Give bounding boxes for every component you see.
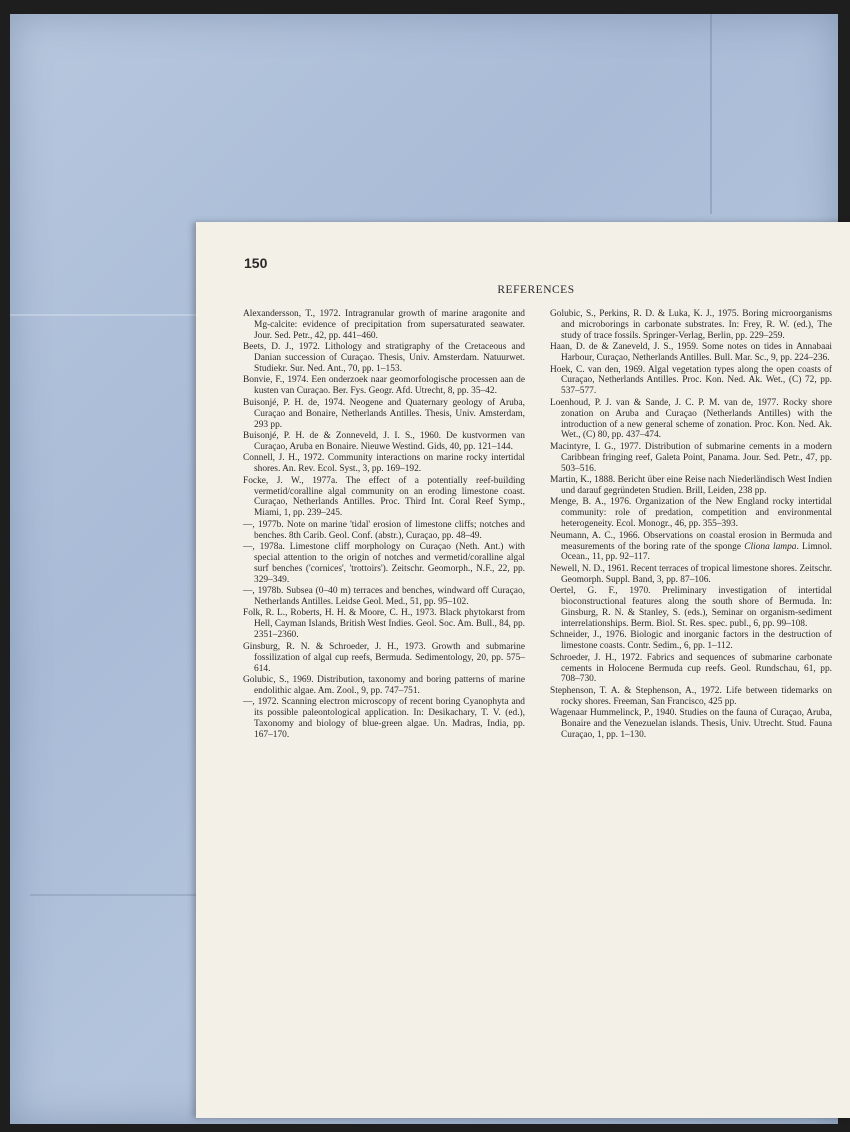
reference-text: . Limnol. Ocean., 11, pp. 92–117. bbox=[561, 541, 832, 563]
reference-entry: Alexandersson, T., 1972. Intragranular growth of marine aragonite and Mg-calcite: evidence of precipitation from supersaturated seawater. Jour. Sed. Petr., 42, pp. 441–460. bbox=[243, 309, 525, 341]
reference-entry: Golubic, S., Perkins, R. D. & Luka, K. J., 1975. Boring microorganisms and microborings in carbonate substrates. In: Frey, R. W. (ed.), The study of trace fossils. Springer-Verlag, Berlin, pp. 229–259. bbox=[550, 309, 832, 341]
envelope-crease bbox=[30, 894, 200, 896]
references-column-left bbox=[243, 309, 525, 741]
reference-entry: Wagenaar Hummelinck, P., 1940. Studies on the fauna of Curaçao, Aruba, Bonaire and the Venezuelan islands. Thesis, Univ. Utrecht. Stud. Fauna Curaçao, 1, pp. 1–130. bbox=[550, 708, 832, 740]
reference-entry: —, 1978a. Limestone cliff morphology on Curaçao (Neth. Ant.) with special attention to the origin of notches and vermetid/coralline algal surf benches ('cornices', 'trottoirs'). Zeitschr. Geomorph., N.F., 22, pp. 329–349. bbox=[243, 542, 525, 585]
envelope-crease bbox=[10, 314, 200, 316]
reference-entry: Schneider, J., 1976. Biologic and inorganic factors in the destruction of limestone coasts. Contr. Sedim., 6, pp. 1–112. bbox=[550, 630, 832, 652]
reference-entry: —, 1978b. Subsea (0–40 m) terraces and benches, windward off Curaçao, Netherlands Antilles. Leidse Geol. Med., 51, pp. 95–102. bbox=[243, 586, 525, 608]
reference-entry: Buisonjé, P. H. de, 1974. Neogene and Quaternary geology of Aruba, Curaçao and Bonaire, Netherlands Antilles. Thesis, Univ. Amsterdam, 293 pp. bbox=[243, 397, 525, 430]
envelope-crease bbox=[710, 14, 712, 214]
references-column-right bbox=[550, 309, 832, 741]
reference-entry bbox=[550, 531, 832, 564]
reference-entry: Macintyre, I. G., 1977. Distribution of submarine cements in a modern Caribbean fringing reef, Galeta Point, Panama. Jour. Sed. Petr., 47, pp. 503–516. bbox=[550, 441, 832, 474]
reference-entry: —, 1977b. Note on marine 'tidal' erosion of limestone cliffs; notches and benches. 8th Carib. Geol. Conf. (abstr.), Curaçao, pp. 48–49. bbox=[243, 519, 525, 541]
reference-entry: Hoek, C. van den, 1969. Algal vegetation types along the open coasts of Curaçao, Netherlands Antilles. Proc. Kon. Ned. Ak. Wet., (C) 72, pp. 537–577. bbox=[550, 364, 832, 397]
page-number: 150 bbox=[244, 255, 268, 271]
reference-entry: Focke, J. W., 1977a. The effect of a potentially reef-building vermetid/coralline algal community on an eroding limestone coast. Curaçao, Netherlands Antilles. Proc. Third Int. Coral Reef Symp., Miami, 1, pp. 239–245. bbox=[243, 475, 525, 519]
reference-entry: Stephenson, T. A. & Stephenson, A., 1972. Life between tidemarks on rocky shores. Freeman, San Francisco, 425 pp. bbox=[550, 685, 832, 707]
reference-text: Neumann, A. C., 1966. Observations on coastal erosion in Bermuda and measurements of the boring rate of the sponge bbox=[550, 530, 832, 552]
reference-entry: Martin, K., 1888. Bericht über eine Reise nach Niederländisch West Indien und darauf gegründeten Studien. Brill, Leiden, 238 pp. bbox=[550, 475, 832, 496]
reference-entry: —, 1972. Scanning electron microscopy of recent boring Cyanophyta and its possible paleontological application. In: Desikachary, T. V. (ed.), Taxonomy and biology of blue-green algae. Un. Madras, India, pp. 167–170. bbox=[243, 697, 525, 740]
reference-entry: Golubic, S., 1969. Distribution, taxonomy and boring patterns of marine endolithic algae. Am. Zool., 9, pp. 747–751. bbox=[243, 674, 525, 696]
references-heading: REFERENCES bbox=[497, 284, 575, 296]
reference-entry: Ginsburg, R. N. & Schroeder, J. H., 1973. Growth and submarine fossilization of algal cup reefs, Bermuda. Sedimentology, 20, pp. 575–614. bbox=[243, 641, 525, 674]
reference-entry: Beets, D. J., 1972. Lithology and stratigraphy of the Cretaceous and Danian succession of Curaçao. Thesis, Univ. Amsterdam. Natuurwet. Studiekr. Sur. Ned. Ant., 70, pp. 1–153. bbox=[243, 342, 525, 375]
reference-entry: Folk, R. L., Roberts, H. H. & Moore, C. H., 1973. Black phytokarst from Hell, Cayman Islands, British West Indies. Geol. Soc. Am. Bull., 84, pp. 2351–2360. bbox=[243, 608, 525, 641]
reference-entry: Haan, D. de & Zaneveld, J. S., 1959. Some notes on tides in Annabaai Harbour, Curaçao, Netherlands Antilles. Bull. Mar. Sc., 9, pp. 224–236. bbox=[550, 342, 832, 364]
reference-entry: Newell, N. D., 1961. Recent terraces of tropical limestone shores. Zeitschr. Geomorph. Suppl. Band, 3, pp. 87–106. bbox=[550, 563, 832, 585]
reference-entry: Schroeder, J. H., 1972. Fabrics and sequences of submarine carbonate cements in Holocene Bermuda cup reefs. Geol. Rundschau, 61, pp. 708–730. bbox=[550, 652, 832, 685]
reference-entry: Connell, J. H., 1972. Community interactions on marine rocky intertidal shores. An. Rev. Ecol. Syst., 3, pp. 169–192. bbox=[243, 453, 525, 475]
species-name: Cliona lampa bbox=[744, 541, 797, 552]
reference-entry: Oertel, G. F., 1970. Preliminary investigation of intertidal bioconstructional features along the south shore of Bermuda. In: Ginsburg, R. N. & Stanley, S. (eds.), Seminar on organism-sediment interrelationships. Berm. Biol. St. Res. spec. publ., 6, pp. 99–108. bbox=[550, 586, 832, 629]
reference-entry: Menge, B. A., 1976. Organization of the New England rocky intertidal community: role of predation, competition and environmental heterogeneity. Ecol. Monogr., 46, pp. 355–393. bbox=[550, 497, 832, 530]
reference-entry: Loenhoud, P. J. van & Sande, J. C. P. M. van de, 1977. Rocky shore zonation on Aruba and Curaçao (Netherlands Antilles) with the introduction of a new general scheme of zonation. Proc. Kon. Ned. Ak. Wet., (C) 80, pp. 437–474. bbox=[550, 397, 832, 441]
reference-entry: Buisonjé, P. H. de & Zonneveld, J. I. S., 1960. De kustvormen van Curaçao, Aruba en Bonaire. Nieuwe Westind. Gids, 40, pp. 121–144. bbox=[243, 430, 525, 452]
document-page bbox=[196, 222, 850, 1118]
reference-entry: Bonvie, F., 1974. Een onderzoek naar geomorfologische processen aan de kusten van Curaçao. Ber. Fys. Geogr. Afd. Utrecht, 8, pp. 35–42. bbox=[243, 375, 525, 397]
